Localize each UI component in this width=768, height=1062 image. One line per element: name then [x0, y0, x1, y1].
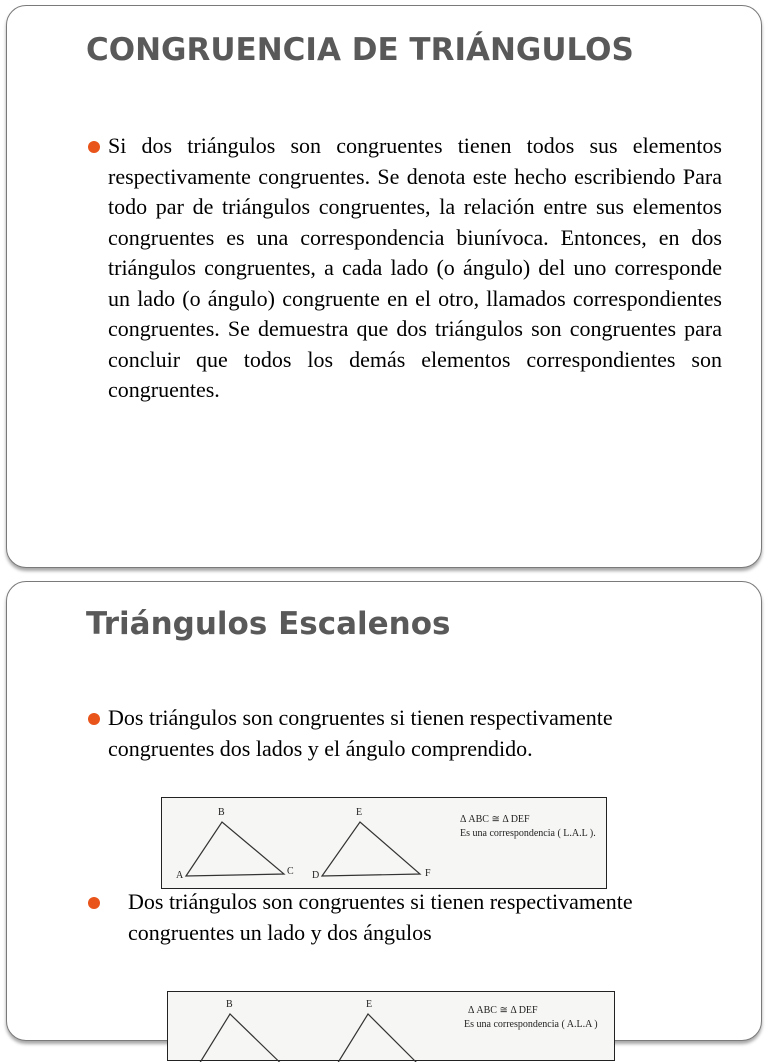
bullet-dot-icon [88, 897, 100, 909]
vertex-label-f: F [425, 868, 431, 879]
bullet-text-line1: Dos triángulos son congruentes si tienen respectivamente [108, 705, 613, 730]
triangle-def [322, 822, 420, 876]
slide-congruencia[interactable] [6, 5, 762, 568]
vertex-label-d: D [312, 870, 320, 881]
vertex-label-e: E [366, 999, 373, 1010]
bullet-paragraph [108, 131, 722, 406]
vertex-label-b: B [226, 999, 233, 1010]
slide-title: CONGRUENCIA DE TRIÁNGULOS [86, 32, 634, 68]
congruence-statement: Δ ABC ≅ Δ DEF [460, 814, 530, 825]
slide-triangulos-escalenos[interactable] [6, 581, 762, 1041]
triangles-diagram [162, 798, 608, 890]
slide-title: Triángulos Escalenos [86, 606, 451, 642]
bullet-lal [108, 703, 738, 764]
vertex-label-c: C [287, 866, 294, 877]
figure-ala-triangles [167, 991, 615, 1061]
triangle-abc [188, 1014, 298, 1062]
triangles-diagram [168, 992, 616, 1062]
bullet-text: Si dos triángulos son congruentes tienen todos sus elementos respectivamente congruentes. Se denota este hecho escribiendo Para todo par de triángulos congruentes, la relación entre sus elementos congruentes es una correspondencia biunívoca. Entonces, en dos triángulos congruentes, a cada lado (o ángulo) del uno corresponde un lado (o ángulo) congruente en el otro, llamados correspondientes congruentes. Se demuestra que dos triángulos son congruentes para concluir que todos los demás elementos correspondientes son congruentes. [108, 133, 722, 402]
bullet-dot-icon [88, 713, 100, 725]
congruence-statement: Δ ABC ≅ Δ DEF [468, 1005, 538, 1016]
vertex-label-a: A [176, 870, 184, 881]
triangle-abc [186, 822, 284, 876]
correspondence-caption: Es una correspondencia ( L.A.L ). [460, 828, 596, 839]
bullet-text-line2: congruentes un lado y dos ángulos [128, 919, 432, 945]
bullet-dot-icon [88, 141, 100, 153]
bullet-text-line1: Dos triángulos son congruentes si tienen respectivamente [128, 889, 633, 914]
figure-lal-triangles [161, 797, 607, 889]
triangle-def [326, 1014, 434, 1062]
correspondence-caption: Es una correspondencia ( A.L.A ) [464, 1019, 598, 1030]
bullet-text-line2: congruentes dos lados y el ángulo comprendido. [108, 735, 533, 761]
vertex-label-b: B [218, 807, 225, 818]
bullet-ala [128, 887, 758, 948]
vertex-label-e: E [356, 807, 363, 818]
